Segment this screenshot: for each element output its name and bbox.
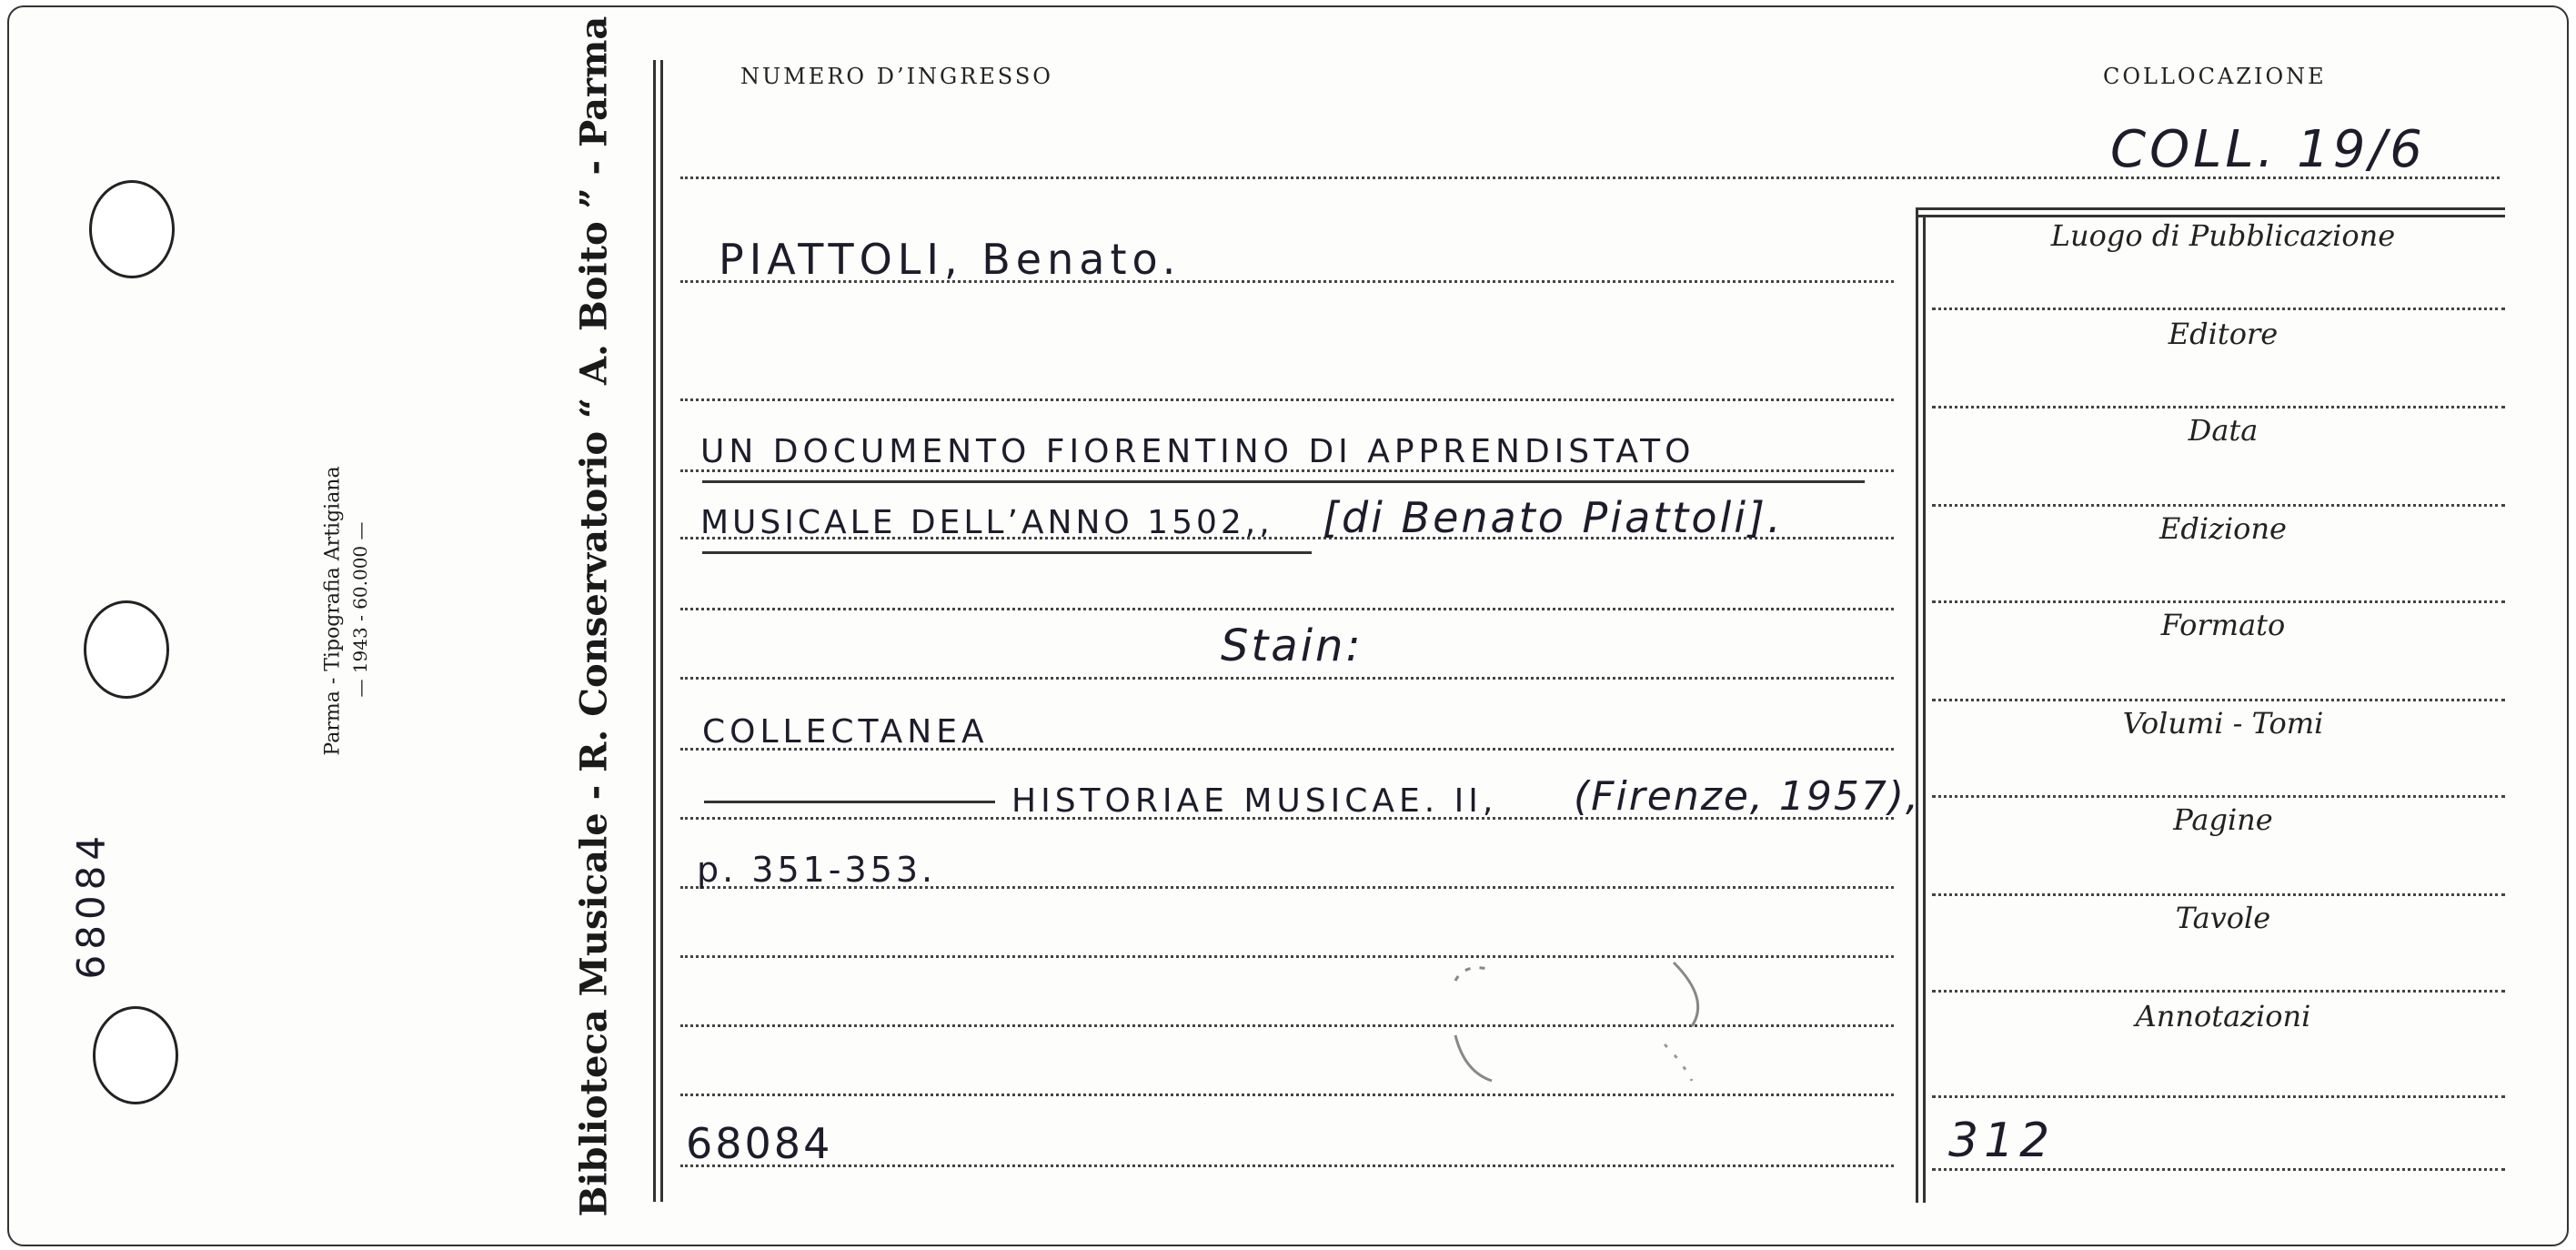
field-volumi-line	[1932, 795, 2505, 798]
field-edizione-label: Edizione	[2159, 511, 2287, 546]
right-panel-vertical-rule	[1916, 207, 1918, 1203]
series-continuation: HISTORIAE MUSICAE. II,	[1011, 782, 1498, 820]
title-underline-1	[702, 480, 1865, 483]
line-1	[680, 176, 2500, 179]
right-panel-top-rule	[1916, 207, 2505, 210]
line-13	[680, 1094, 1894, 1096]
field-annotazioni-line	[1932, 1095, 2505, 1098]
punch-hole-bottom	[93, 1006, 178, 1104]
series-title: COLLECTANEA	[702, 713, 989, 751]
field-data-label: Data	[2188, 413, 2259, 448]
line-14	[680, 1164, 1894, 1167]
library-name: Biblioteca Musicale - R. Conservatorio “ A. Boito ” - Parma	[572, 15, 616, 1217]
main-vertical-rule-inner	[660, 60, 663, 1202]
side-accession-number: 68084	[68, 830, 114, 980]
faint-stamp-mark	[1437, 944, 1765, 1090]
catalog-card	[7, 5, 2569, 1246]
field-luogo-line	[1932, 307, 2505, 310]
title-underline-2	[702, 551, 1312, 554]
field-pagine-label: Pagine	[2173, 802, 2273, 837]
author-name: PIATTOLI, Benato.	[719, 235, 1182, 284]
field-bottom-line	[1932, 1168, 2505, 1171]
punch-hole-middle	[84, 600, 169, 699]
field-pagine-line	[1932, 893, 2505, 896]
printer-line-2: — 1943 - 60.000 —	[349, 521, 371, 698]
title-line-1: UN DOCUMENTO FIORENTINO DI APPRENDISTATO	[700, 433, 1696, 470]
imprint: (Firenze, 1957),	[1574, 773, 1921, 820]
field-annotazioni-label: Annotazioni	[2135, 999, 2311, 1033]
line-7	[680, 677, 1894, 680]
field-data-line	[1932, 504, 2505, 507]
field-volumi-label: Volumi - Tomi	[2122, 706, 2324, 741]
field-formato-label: Formato	[2160, 608, 2286, 642]
right-panel-vertical-rule-inner	[1923, 215, 1926, 1203]
right-panel-top-rule-2	[1916, 215, 2505, 217]
field-edizione-line	[1932, 600, 2505, 603]
field-luogo-label: Luogo di Pubblicazione	[2050, 218, 2396, 253]
pages: p. 351-353.	[697, 850, 937, 890]
line-3	[680, 398, 1894, 401]
field-editore-line	[1932, 406, 2505, 408]
in-label: Stain:	[1221, 620, 1363, 671]
numero-ingresso-label: NUMERO D’INGRESSO	[740, 64, 1053, 89]
collocazione-value: COLL. 19/6	[2110, 120, 2426, 179]
statement-of-responsibility: [di Benato Piattoli].	[1323, 493, 1784, 542]
field-tavole-label: Tavole	[2175, 901, 2271, 935]
printer-line-1: Parma - Tipografia Artigiana	[321, 466, 345, 756]
field-editore-label: Editore	[2168, 317, 2279, 351]
punch-hole-top	[89, 180, 175, 278]
bottom-right-number: 312	[1948, 1114, 2056, 1168]
field-tavole-line	[1932, 990, 2505, 993]
main-vertical-rule	[653, 60, 656, 1202]
title-line-2: MUSICALE DELL’ANNO 1502,,	[700, 504, 1273, 541]
line-6	[680, 608, 1894, 610]
field-formato-line	[1932, 699, 2505, 701]
accession-number: 68084	[686, 1119, 833, 1168]
series-dash	[704, 801, 995, 803]
collocazione-label: COLLOCAZIONE	[2103, 64, 2327, 89]
